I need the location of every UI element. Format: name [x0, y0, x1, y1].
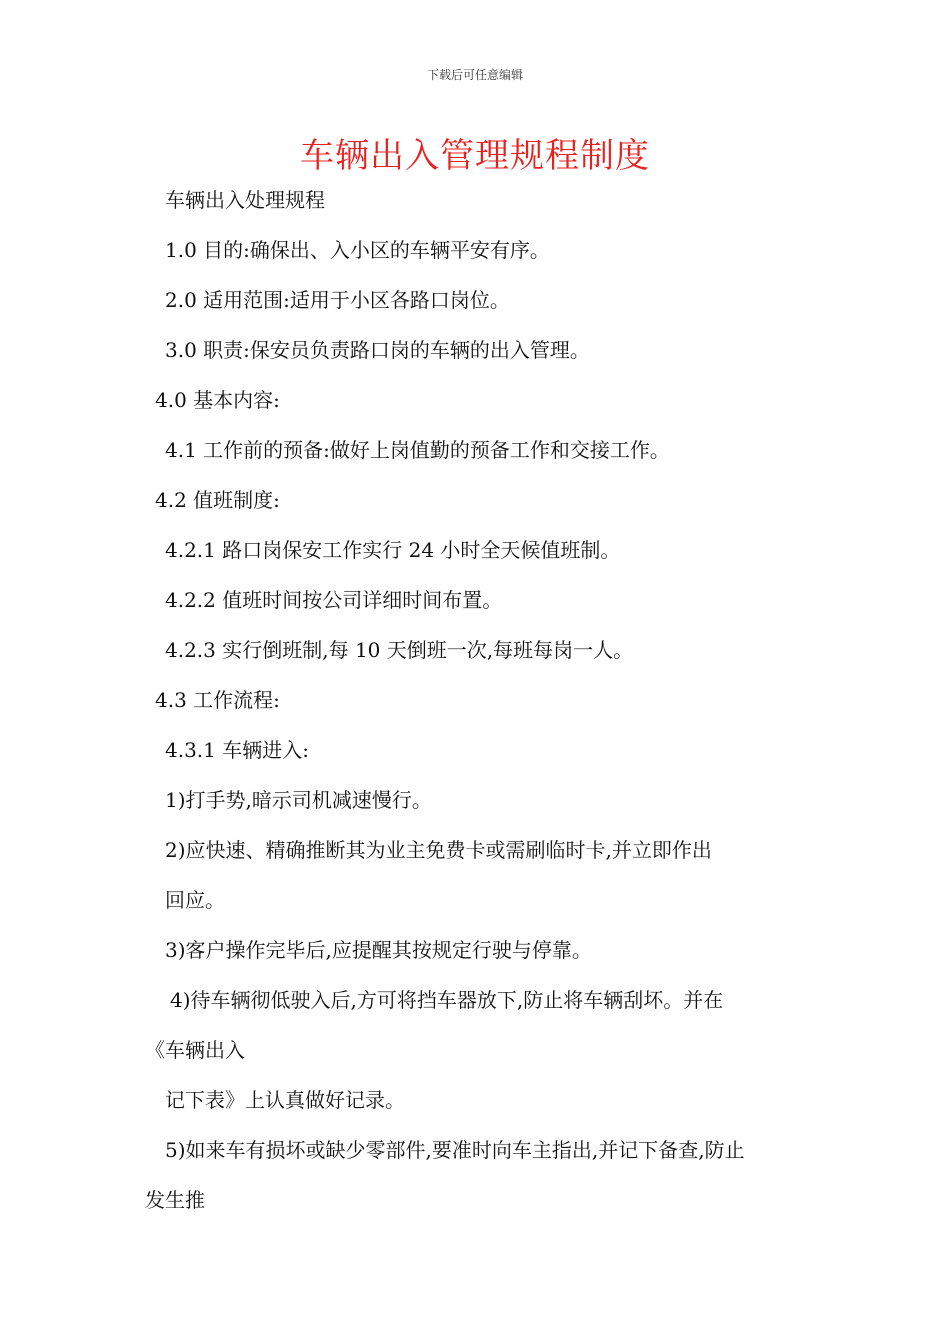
paragraph-line: 4.2.2 值班时间按公司详细时间布置。: [165, 588, 503, 612]
paragraph-line: 3)客户操作完毕后,应提醒其按规定行驶与停靠。: [165, 938, 592, 962]
paragraph-line: 5)如来车有损坏或缺少零部件,要准时向车主指出,并记下备查,防止: [165, 1138, 745, 1162]
paragraph-line: 2)应快速、精确推断其为业主免费卡或需刷临时卡,并立即作出: [165, 838, 712, 862]
paragraph-line: 4.2.3 实行倒班制,每 10 天倒班一次,每班每岗一人。: [165, 638, 634, 662]
paragraph-line: 发生推: [145, 1188, 205, 1212]
paragraph-line: 4.0 基本内容:: [155, 388, 280, 412]
paragraph-line: 回应。: [165, 888, 225, 912]
paragraph-line: 1)打手势,暗示司机减速慢行。: [165, 788, 432, 812]
paragraph-line: 4.3.1 车辆进入:: [165, 738, 309, 762]
paragraph-line: 3.0 职责:保安员负责路口岗的车辆的出入管理。: [165, 338, 590, 362]
paragraph-line: 记下表》上认真做好记录。: [165, 1088, 405, 1112]
paragraph-line: 1.0 目的:确保出、入小区的车辆平安有序。: [165, 238, 550, 262]
paragraph-line: 4.2 值班制度:: [155, 488, 280, 512]
paragraph-line: 《车辆出入: [145, 1038, 245, 1062]
paragraph-line: 4.2.1 路口岗保安工作实行 24 小时全天候值班制。: [165, 538, 621, 562]
paragraph-line: 4.3 工作流程:: [155, 688, 280, 712]
document-title: 车辆出入管理规程制度: [300, 136, 650, 176]
paragraph-line: 2.0 适用范围:适用于小区各路口岗位。: [165, 288, 510, 312]
section-heading: 车辆出入处理规程: [165, 188, 325, 212]
header-note: 下载后可任意编辑: [426, 68, 523, 82]
paragraph-line: 4)待车辆彻低驶入后,方可将挡车器放下,防止将车辆刮坏。并在: [170, 988, 724, 1012]
paragraph-line: 4.1 工作前的预备:做好上岗值勤的预备工作和交接工作。: [165, 438, 670, 462]
